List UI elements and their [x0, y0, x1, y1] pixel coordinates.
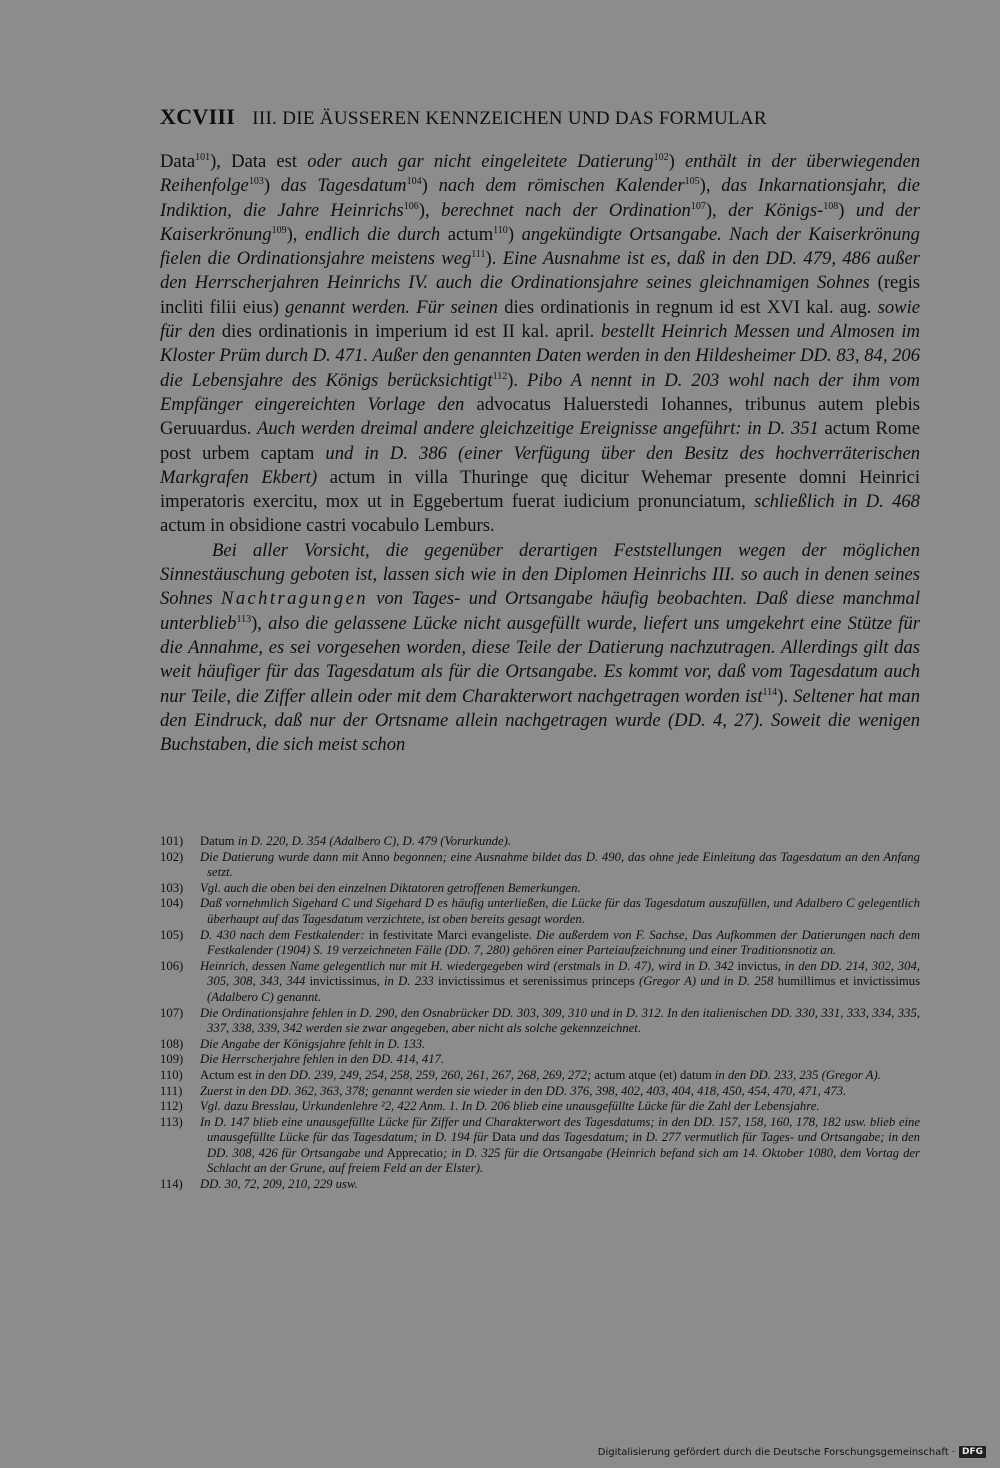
text-run: und in D. 386 (einer Verfügung über den Besitz des hochverräterischen Markgrafen Ekbert)	[160, 442, 920, 488]
text-run: )	[507, 223, 522, 245]
footnote-ref: 105	[684, 176, 700, 188]
dfg-logo: DFG	[959, 1446, 986, 1458]
footnote-text: Vgl. auch die oben bei den einzelnen Diktatoren getroffenen Bemerkungen.	[200, 880, 581, 895]
text-run: Nachtragungen	[221, 588, 368, 610]
footnote-text: Datum	[200, 834, 238, 848]
footnote	[160, 1177, 920, 1193]
footnote-text: in den DD. 233, 235 (Gregor A).	[714, 1067, 881, 1082]
footnote	[160, 1114, 920, 1177]
footnote-number: 103)	[160, 880, 184, 895]
text-run: Seltener hat man den Eindruck, daß nur der Ortsname allein nachgetragen wurde (DD. 4, 27). Soweit die wenigen Buchstaben, die sich meist schon	[160, 685, 920, 756]
footnote-number: 114)	[160, 1177, 183, 1192]
text-run: ).	[507, 369, 527, 391]
text-run: dies ordinationis in imperium id est II kal. april.	[215, 321, 601, 343]
footnote-text: in D. 220, D. 354 (Adalbero C), D. 479 (Vorurkunde).	[237, 834, 512, 848]
footnote-text: DD. 30, 72, 209, 210, 229 usw.	[200, 1177, 358, 1192]
text-run: actum in obsidione castri vocabulo Lemburs.	[160, 515, 495, 537]
footnote	[160, 958, 921, 1006]
text-run: genannt werden. Für seinen	[285, 296, 498, 318]
footnote-number: 109)	[160, 1052, 184, 1067]
footnote-text: Heinrich, dessen Name gelegentlich nur mit H. wiedergegeben wird (erstmals in D. 47), wird in D. 342	[200, 958, 734, 973]
footnote-number: 113)	[160, 1114, 183, 1129]
footnote-number: 112)	[160, 1099, 183, 1114]
text-run: Data	[160, 151, 196, 172]
footnote-text: begonnen; eine Ausnahme bildet das D. 490, das ohne jede Einleitung das Tagesdatum an den Anfang setzt.	[207, 849, 920, 880]
footnote-text: Anno	[358, 849, 394, 864]
text-run: Bei aller Vorsicht, die gegenüber derartigen Feststellungen wegen der möglichen Sinnestäuschung geboten ist, lassen sich wie in den Diplomen Heinrichs III. so auch in denen seines Sohnes	[160, 539, 920, 610]
footnote-number: 108)	[160, 1036, 184, 1051]
footnote	[160, 834, 920, 850]
footnote-text: invictissimus,	[305, 974, 385, 989]
footnote	[160, 849, 920, 881]
credit-text: Digitalisierung gefördert durch die Deutsche Forschungsgemeinschaft ·	[597, 1446, 955, 1458]
footnote-text: Zuerst in den DD. 362, 363, 378; genannt werden sie wieder in den DD. 376, 398, 402, 403, 404, 418, 450, 454, 470, 471, 473.	[200, 1083, 847, 1098]
digitization-credit	[598, 1446, 986, 1458]
footnote-text: und das Tagesdatum; in D. 277 vermutlich für Tages- und Ortsangabe; in den DD. 308, 426 für Ortsangabe und	[207, 1130, 920, 1160]
text-run: )	[668, 151, 685, 172]
footnote-number: 106)	[160, 958, 184, 973]
footnote-text: Die Herrscherjahre fehlen in den DD. 414, 417.	[200, 1052, 445, 1067]
footnote-number: 102)	[160, 849, 184, 864]
text-run: ),	[705, 199, 729, 221]
footnote-text: Die Ordinationsjahre fehlen in D. 290, den Osnabrücker DD. 303, 309, 310 und in D. 312. In den italienischen DD. 330, 331, 333, 334, 335, 337, 338, 339, 342 werden sie zwar angegeben, aber nicht als solche gekennzeichnet.	[200, 1005, 920, 1036]
footnote-text: Data	[488, 1130, 520, 1145]
footnote-ref: 104	[406, 176, 422, 188]
text-run: )	[838, 199, 856, 221]
text-run: das Tagesdatum	[280, 175, 407, 197]
text-run: ).	[777, 685, 794, 707]
footnote-ref: 106	[403, 200, 419, 212]
footnote-number: 101)	[160, 834, 184, 848]
text-run: schließlich in D. 468	[754, 491, 920, 513]
text-run: actum in villa Thuringe quę dicitur Wehemar presente domni Heinrici imperatoris exercitu, mox ut in Eggebertum fuerat iudicium pronunciatum,	[160, 466, 920, 513]
running-header	[160, 104, 920, 130]
footnote-text: Daß vornehmlich Sigehard C und Sigehard D es häufig unterließen, die Lücke für das Tagesdatum auszufüllen, und Adalbero C gelegentlich überhaupt auf das Tagesdatum verzichtete, ist oben bereits gesagt worden.	[200, 896, 920, 926]
footnote-ref: 114	[762, 686, 778, 698]
text-run: )	[421, 175, 439, 197]
text-run: nach dem römischen Kalender	[438, 175, 685, 197]
footnote-text: ; in D. 325 für die Ortsangabe (Heinrich befand sich am 14. Oktober 1080, dem Vortag der Schlacht an der Grune, auf freiem Feld an der Elster).	[207, 1145, 920, 1176]
footnote-text: invictissimus et serenissimus princeps	[433, 974, 639, 989]
footnote-number: 104)	[160, 896, 184, 911]
footnote-text: Vgl. dazu Bresslau, Urkundenlehre ²2, 422 Anm. 1. In D. 206 blieb eine unausgefüllte Lücke für die Zahl der Lebensjahre.	[200, 1099, 820, 1114]
footnote	[160, 1067, 920, 1084]
footnote-ref: 103	[248, 176, 264, 188]
footnote-text: actum atque (et) datum	[591, 1067, 715, 1082]
footnote-ref: 109	[271, 224, 287, 236]
footnote-number: 111)	[160, 1083, 183, 1098]
text-run: )	[263, 175, 281, 197]
footnote-ref: 108	[823, 200, 839, 212]
footnote	[160, 1099, 920, 1115]
footnote-text: (Gregor A) und in D. 258	[638, 974, 774, 989]
footnote-text: in den DD. 239, 249, 254, 258, 259, 260, 261, 267, 268, 269, 272;	[254, 1067, 592, 1082]
footnote-ref: 102	[653, 151, 669, 163]
footnote	[160, 927, 920, 959]
text-run: ),	[251, 612, 269, 634]
paragraph-2	[160, 539, 920, 758]
text-run: bestellt Heinrich Messen und Almosen im Kloster Prüm durch D. 471. Außer den genannten Daten werden in den Hildesheimer DD. 83, 84, 206 die Lebensjahre des Königs berücksichtigt	[160, 321, 921, 391]
footnote-text: In D. 147 blieb eine unausgefüllte Lücke für Ziffer und Charakterwort des Tagesdatums; in den DD. 157, 158, 160, 178, 182 usw. blieb eine unausgefüllte Lücke für das Tagesdatum; in D. 194 für	[200, 1114, 920, 1145]
footnote-text: invictus,	[733, 958, 785, 973]
footnote-text: in festivitate Marci evangeliste.	[364, 927, 537, 942]
main-text	[160, 150, 920, 757]
running-title: III. DIE ÄUSSEREN KENNZEICHEN UND DAS FORMULAR	[252, 108, 767, 129]
footnote-ref: 111	[471, 249, 486, 260]
text-run: von Tages- und Ortsangabe häufig beobachten. Daß diese manchmal unterblieb	[160, 588, 920, 634]
footnote-ref: 101	[195, 151, 211, 163]
footnote-number: 105)	[160, 927, 184, 942]
text-run: enthält in der überwiegenden Reihenfolge	[160, 151, 920, 197]
text-run: ),	[286, 223, 305, 245]
footnote-text: Die Angabe der Königsjahre fehlt in D. 133.	[200, 1036, 426, 1051]
footnote	[160, 1083, 920, 1100]
footnote-ref: 113	[236, 613, 252, 625]
footnote	[160, 1052, 920, 1068]
footnote-text: Actum est	[200, 1067, 255, 1082]
text-run: angekündigte Ortsangabe. Nach der Kaiserkrönung fielen die Ordinationsjahre meistens weg	[160, 223, 920, 270]
text-run: ).	[485, 248, 503, 270]
text-run: berechnet nach der Ordination	[441, 199, 691, 221]
text-run: Pibo A nennt in D. 203 wohl nach der ihm vom Empfänger eingereichten Vorlage den	[160, 369, 920, 415]
footnote	[160, 1036, 920, 1053]
footnote-ref: 110	[493, 224, 508, 236]
footnote-text: Die Datierung wurde dann mit	[200, 849, 359, 864]
text-run: sowie für den	[160, 296, 920, 343]
footnote-text: humillimus et invictissimus	[773, 974, 921, 989]
footnotes	[160, 834, 921, 1193]
footnote-text: in D. 233	[384, 974, 434, 989]
text-run: actum	[440, 223, 494, 245]
footnote-text: Apprecatio	[383, 1145, 444, 1160]
text-run: Eine Ausnahme ist es, daß in den DD. 479, 486 außer den Herrscherjahren Heinrichs IV. auch die Ordinationsjahre seines gleichnamigen Sohnes	[160, 248, 920, 294]
text-run: ),	[699, 175, 722, 197]
text-run: dies ordinationis in regnum id est XVI kal. aug.	[497, 296, 878, 318]
text-run: advocatus Haluerstedi Iohannes, tribunus autem plebis Geruuardus.	[160, 393, 920, 440]
footnote	[160, 896, 920, 927]
text-run: das Inkarnationsjahr, die Indiktion, die Jahre Heinrichs	[160, 175, 920, 221]
page-number: XCVIII	[160, 104, 236, 129]
footnote-text: D. 430 nach dem Festkalender:	[200, 927, 365, 942]
footnote	[160, 1005, 920, 1037]
footnote-number: 110)	[160, 1067, 183, 1082]
text-run: der Königs-	[728, 199, 824, 221]
footnote	[160, 880, 920, 897]
text-run: (regis incliti filii eius)	[160, 272, 920, 318]
text-run: endlich die durch	[304, 223, 441, 245]
text-run: und der Kaiserkrönung	[160, 199, 920, 245]
footnote-number: 107)	[160, 1005, 184, 1020]
text-run: oder auch gar nicht eingeleitete Datierung	[307, 151, 654, 172]
paragraph-1	[160, 150, 920, 539]
text-run: ), Data est	[210, 151, 308, 172]
text-run: also die gelassene Lücke nicht ausgefüllt wurde, liefert uns umgekehrt eine Stütze für die Annahme, es sei vorgesehen worden, diese Teile der Datierung nachzutragen. Allerdings gilt das weit häufiger für das Tagesdatum als für die Ortsangabe. Es kommt vor, daß vom Tagesdatum auch nur Teile, die Ziffer allein oder mit dem Charakterwort nachgetragen worden ist	[160, 612, 920, 707]
footnote-text: in den DD. 214, 302, 304, 305, 308, 343, 344	[207, 958, 920, 989]
footnote-ref: 107	[690, 200, 706, 212]
text-run: ),	[418, 199, 442, 221]
footnote-ref: 112	[492, 370, 508, 382]
footnote-text: (Adalbero C) genannt.	[207, 989, 322, 1004]
text-run: Auch werden dreimal andere gleichzeitige Ereignisse angeführt: in D. 351	[257, 418, 819, 440]
text-run: actum Rome post urbem captam	[160, 418, 920, 464]
footnote-text: Die außerdem von F. Sachse, Das Aufkommen der Datierungen nach dem Festkalender (1904) S. 19 verzeichneten Fälle (DD. 7, 280) gehören einer Parteiaufzeichnung und einer Traditionsnotiz an.	[207, 927, 920, 958]
